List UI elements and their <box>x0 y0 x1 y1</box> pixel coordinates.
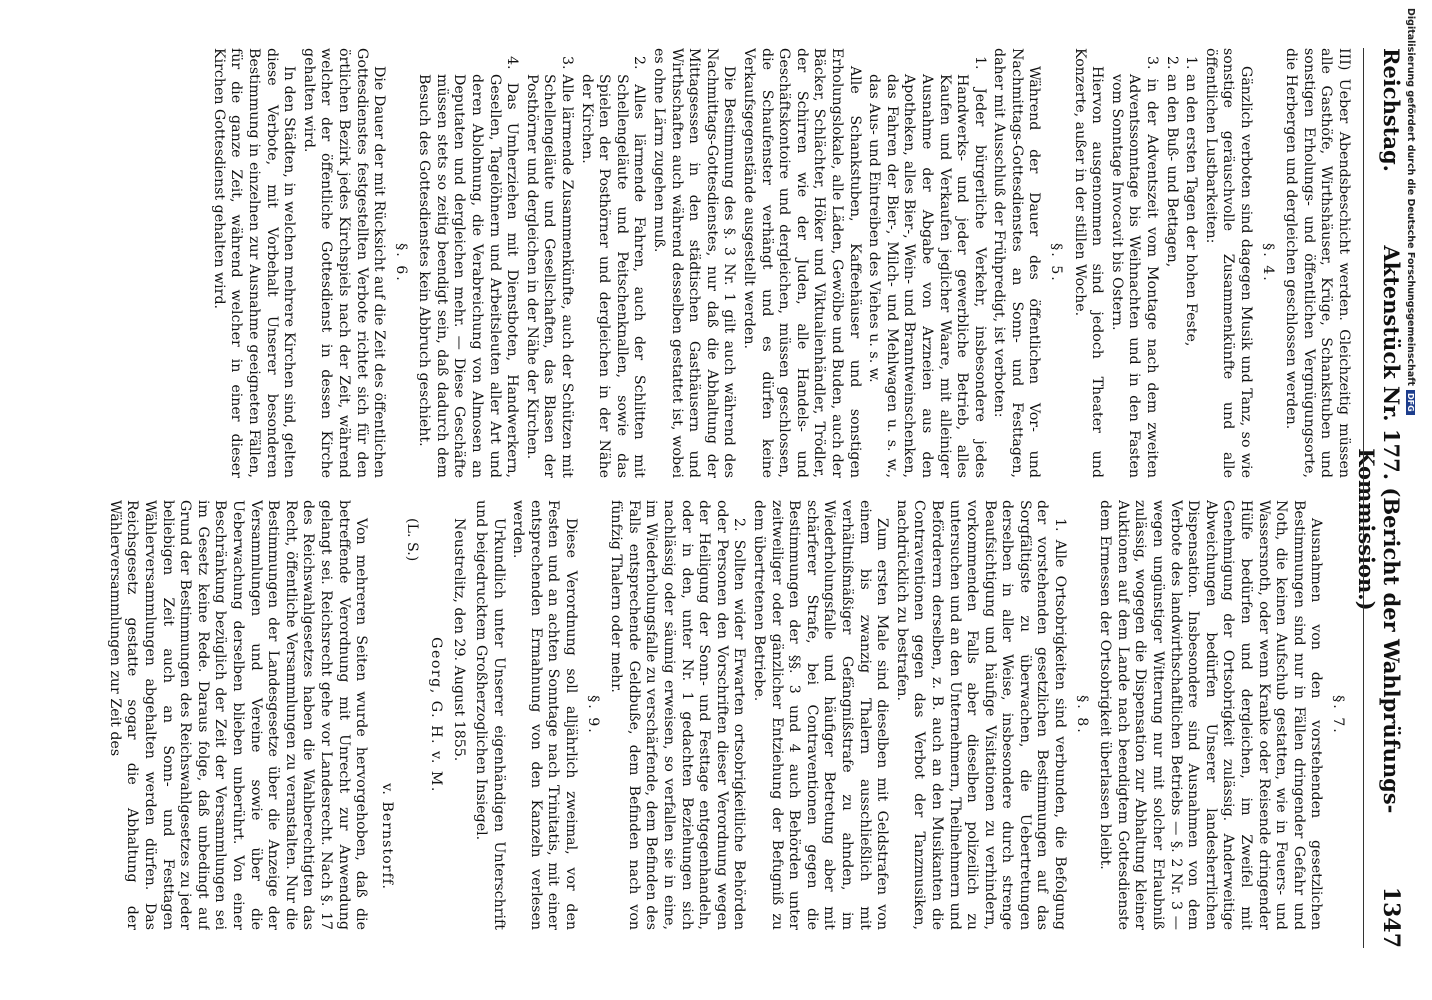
dfg-logo: DFG <box>1406 390 1415 415</box>
list-item: 2. an den Buß- und Bettagen, <box>1163 56 1180 268</box>
section-heading-4: §. 4. <box>1259 243 1276 283</box>
paragraph: Von mehreren Seiten wurde hervorgehoben, daß die betreffende Verordnung mit Unrecht zur Anwendung gelangt sei. Reichsrecht gehe vor Landesrecht. Nach §. 17 des Reichswahlgesetzes haben die Wahlberechtigten das Recht, öffentliche Versammlungen zu veranstalten. Nur die Bestimmungen der Landesgesetze über die Anzeige der Versammlungen und Vereine sowie über die Ueberwachung derselben blieben unberührt. Von einer Beschränkung bezüglich der Zeit der Versammlungen sei im Gesetz keine Rede. Daraus folge, daß unbedingt auf Grund der Bestimmungen des Reichswahlgesetzes zu jeder beliebigen Zeit auch an Sonn- und Festtagen Wählerversammlungen abgehalten werden dürfen. Das Reichsgesetz gestatte sogar die Abhaltung der Wählerversammlungen zur Zeit des <box>106 500 370 930</box>
paragraph: III) Ueber Abendsbeschicht werden. Gleichzeitig müssen alle Gasthöfe, Wirthshäuser, Krüge, Schankstuben und sonstigen Erholungs- und öffentlichen Vergnügungsorte, die Herbergen und dergleichen geschlossen werden. <box>1283 48 1352 478</box>
paragraph: Diese Verordnung soll alljährlich zweimal, vor den Festen und an achten Sonntage nach Trinitatis, mit einer entsprechenden Ermahnung von den Kanzeln verlesen werden. <box>510 500 580 930</box>
list-item: 3. Alle lärmende Zusammenkünfte, auch der Schützen mit Schellengeläute und Gesellschaften, das Blasen der Posthörner und dergleichen in der Nähe der Kirchen. <box>523 56 576 478</box>
page-number: 1347 <box>1378 886 1404 948</box>
paragraph: Urkundlich unter Unserer eigenhändigen Unterschrift und beigedrucktem Großherzoglichen Insiegel. <box>473 500 507 930</box>
section-heading-6: §. 6. <box>392 243 409 283</box>
list-item: 2. Alles lärmende Fahren, auch der Schlitten mit Schellengeläute und Peitschenknallen, sowie das Spielen der Posthörner und dergleichen in der Nähe der Kirchen. <box>578 56 648 478</box>
paragraph: 2. Sollten wider Erwarten ortsobrigkeitliche Behörden oder Personen den Vorschriften dieser Verordnung wegen der Heiligung der Sonn- und Festtage entgegenhandeln, oder in den, unter Nr. 1 gedachten Beziehungen sich nachlässig oder säumig erweisen, so verfallen sie in eine, im Wiederholungsfalle zu verschärfende, dem Befinden des Falls entsprechende Geldbuße, dem Befinden nach von fünfzig Thalern oder mehr. <box>608 500 748 930</box>
list-item: 4. Das Umherziehen mit Dienstboten, Handwerkern, Gesellen, Tagelöhnern und Arbeitsleuten aller Art und deren Ablohnung, die Verabreichung von Almosen an Deputaten und dergleichen mehr. — Diese Geschäfte müssen stets so zeitig beendigt sein, daß dadurch dem Besuch des Gottesdienstes kein Abbruch geschieht. <box>416 56 521 478</box>
countersignature: v. Bernstorff. <box>378 783 395 890</box>
section-heading-8: §. 8. <box>1073 695 1090 735</box>
header-report-title: (Bericht der Wahlprüfungs-Kommission.) <box>1354 448 1404 814</box>
list-item: 1. an den ersten Tagen der hohen Feste, <box>1183 56 1200 347</box>
paragraph: 1. Alle Ortsobrigkeiten sind verbunden, die Befolgung der vorstehenden gesetzlichen Bestimmungen auf das Sorgfältigste zu überwachen, die Uebertretungen derselben in aller Weise, insbesondere durch strenge Beaufsichtigung und häufige Visitationen zu verhindern, vorkommenden Falls aber dieselben polizeilich zu untersuchen und an den Unternehmern, Theilnehmern und Beförderern derselben, z. B. auch an den Musikanten die Contraventionen gegen das Verbot der Tanzmusiken, nachdrücklich zu bestrafen. <box>893 500 1069 930</box>
header-reichstag: Reichstag. <box>1379 48 1404 172</box>
paragraph: Die Dauer der mit Rücksicht auf die Zeit des öffentlichen Gottesdienstes festgestellten Verbote richtet sich für den örtlichen Bezirk jedes Kirchspiels nach der Zeit, während welcher der öffentliche Gottesdienst in dessen Kirche gehalten wird. <box>300 48 388 478</box>
header-rule <box>1363 48 1364 948</box>
page-header <box>1354 48 1404 948</box>
header-doc-number: Aktenstück Nr. 177. <box>1379 245 1404 481</box>
header-title-group <box>1354 172 1404 887</box>
section-heading-5: §. 5. <box>1048 243 1065 283</box>
paragraph: Alle Schankstuben, Kaffeehäuser und sonstigen Erholungslokale, alle Läden, Gewölbe und Buden, auch der Bäcker, Schlächter, Höker und Viktualienhändler, Trödler, der Schirren wie der Juden, alle Handels- und Geschäftskontoire und dergleichen, müssen geschlossen, die Schaufenster verhängt und es dürfen keine Verkaufsgegenstände ausgestellt werden. <box>741 48 863 478</box>
list-item: 3. in der Adventszeit vom Montage nach dem zweiten Adventssonntage bis Weihnachten und in den Fasten vom Sonntage Invocavit bis Ostern. <box>1108 56 1161 478</box>
place-date: Neustrelitz, den 29. August 1855. <box>451 518 468 762</box>
digitization-credit <box>1405 8 1416 415</box>
section-heading-9: §. 9. <box>584 695 601 735</box>
right-column <box>22 500 1352 930</box>
paragraph: Während der Dauer des öffentlichen Vor- und Nachmittags-Gottesdienstes an Sonn- und Festtagen, daher mit Ausschluß der Frühpredigt, ist verboten: <box>991 48 1043 478</box>
paragraph: In den Städten, in welchen mehrere Kirchen sind, gelten diese Verbote, mit Vorbehalt Unserer besonderen Bestimmung in einzelnen zur Ausnahme geeigneten Fällen, für die ganze Zeit, während welcher in einer dieser Kirchen Gottesdienst gehalten wird. <box>210 48 298 478</box>
list-item: 1. Jeder bürgerliche Verkehr, insbesondere jedes Handwerks- und jeder gewerbliche Betrieb, alles Kaufen und Verkaufen jeglicher Waare, mit alleiniger Ausnahme der Abgabe von Arzneien aus den Apotheken, alles Bier-, Wein- und Branntweinschenken, das Fahren der Bier-, Milch- und Mehlwagen u. s. w., das Aus- und Eintreiben des Viehes u. s. w. <box>866 56 988 478</box>
credit-text: Digitalisierung gefördert durch die Deutsche Forschungsgemeinschaft <box>1405 8 1416 386</box>
paragraph: Zum ersten Male sind dieselben mit Geldstrafen von einem bis zwanzig Thalern ausschließlich mit verhältnißmäßiger Gefängnißstrafe zu ahnden, im Wiederholungsfalle und häufiger Betretung aber mit schärferer Strafe, bei Contraventionen gegen die Bestimmungen der §§. 3 und 4 auch Behörden unter zeitweiliger oder gänzlicher Entziehung der Befugniß zu dem übertretenen Betriebe. <box>751 500 891 930</box>
paragraph: Die Bestimmung des §. 3 Nr. 1 gilt auch während des Nachmittags-Gottesdienstes, nur daß die Abhaltung der Mittagsessen in den städtischen Gasthäusern und Wirthschaften auch während desselben gestattet ist, wobei es ohne Lärm zugehen muß. <box>651 48 738 478</box>
paragraph: Gänzlich verboten sind dagegen Musik und Tanz, so wie sonstige geräuschvolle Zusammenkünfte und alle öffentlichen Lustbarkeiten: <box>1202 48 1255 478</box>
paragraph: Ausnahmen von den vorstehenden gesetzlichen Bestimmungen sind nur in Fällen dringender Gefahr und Noth, die keinen Aufschub gestatten, wie in Feuers- und Wassersnoth, oder wenn Kranke oder Reisende dringender Hülfe bedürfen und dergleichen, im Zweifel mit Genehmigung der Ortsobrigkeit zulässig. Anderweitige Abweichungen bedürfen Unserer landesherrlichen Dispensation. Insbesondere sind Ausnahmen von dem Verbote des landwirthschaftlichen Betriebs — §. 2 Nr. 3 — wegen ungünstiger Witterung nur mit solcher Erlaubniß zulässig, wogegen die Dispensation zur Abhaltung kleiner Auktionen auf dem Lande nach beendigtem Gottesdienste dem Ermessen der Ortsobrigkeit überlassen bleibt. <box>1097 500 1325 930</box>
signature: Georg, G. H. v. M. <box>427 637 444 793</box>
seal-mark: (L. S.) <box>404 518 421 562</box>
paragraph: Hiervon ausgenommen sind jedoch Theater und Konzerte, außer in der stillen Woche. <box>1071 48 1106 478</box>
left-column <box>22 48 1352 478</box>
section-heading-7: §. 7. <box>1330 695 1346 735</box>
